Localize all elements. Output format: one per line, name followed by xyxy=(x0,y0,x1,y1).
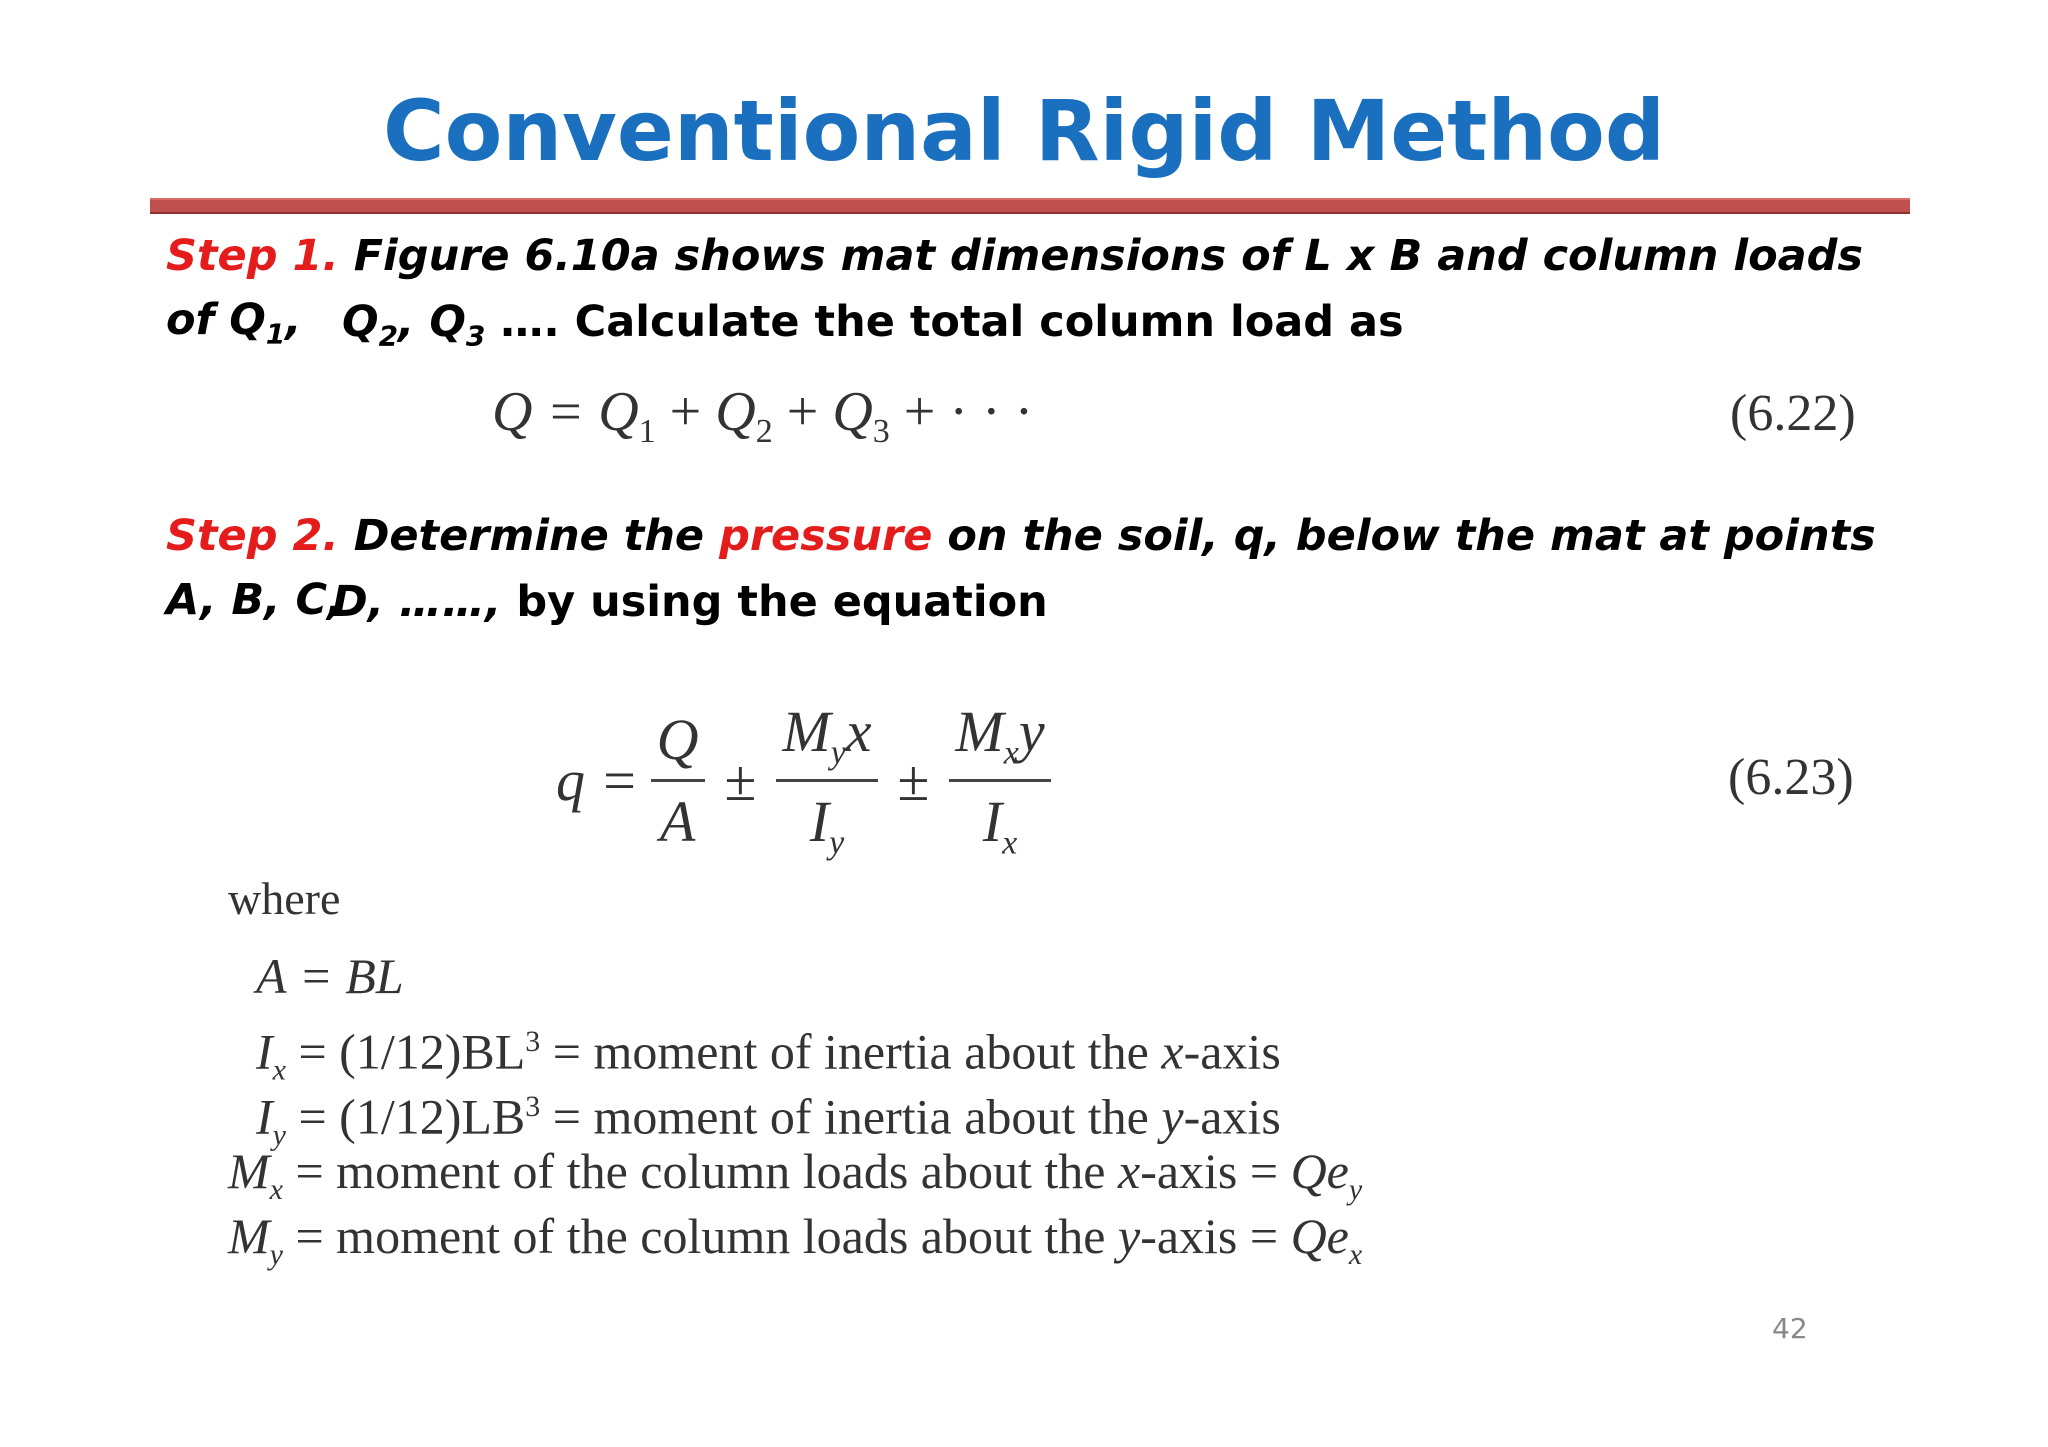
eq622-q3: Q xyxy=(832,381,873,443)
step2-line2-italic: D, ……, xyxy=(332,577,502,627)
def4-axis: y xyxy=(1117,1208,1141,1264)
eq623-f3-msub: x xyxy=(1003,734,1019,772)
def4-tail: Qe xyxy=(1290,1208,1349,1264)
equation-6-22 xyxy=(492,380,1033,451)
def-row-iy xyxy=(228,1074,1362,1152)
eq622-tail: + · · · xyxy=(903,381,1034,443)
step1-q2-sub: 2 xyxy=(378,319,399,353)
step1-q2: Q xyxy=(342,297,379,347)
eq623-f3-m: M xyxy=(955,698,1004,764)
eq623-pm2: ± xyxy=(897,747,930,813)
def3-axis: x xyxy=(1117,1143,1141,1199)
step2-line2 xyxy=(332,570,1892,634)
def4-tail-sub: x xyxy=(1348,1238,1363,1271)
def3-tail-sub: y xyxy=(1348,1173,1363,1206)
eq623-f3-i: I xyxy=(982,788,1003,854)
def3-rhs: = moment of the column loads about the xyxy=(295,1143,1118,1199)
def3-tail: Qe xyxy=(1290,1143,1349,1199)
eq623-f1-den: A xyxy=(659,788,696,854)
eq623-f2-num xyxy=(776,698,877,782)
eq622-q2: Q xyxy=(715,381,756,443)
def2-lhs-sub: y xyxy=(272,1118,286,1152)
def2-desc: = moment of inertia about the xyxy=(540,1088,1162,1145)
def-row-my xyxy=(228,1204,1362,1269)
def3-lhs-sub: x xyxy=(269,1173,283,1206)
def4-desc-post: -axis = xyxy=(1140,1208,1291,1264)
step2-post: on the soil, q, below the mat at points A, B, C, xyxy=(166,511,1876,625)
step1-rest: …. Calculate the total column load as xyxy=(485,297,1404,347)
eq623-fraction-1 xyxy=(651,706,705,855)
step2-pre: Determine the xyxy=(353,511,720,561)
eq622-plus1: + xyxy=(669,381,716,443)
eq622-expr: Q = Q xyxy=(492,381,639,443)
eq623-f3-isub: x xyxy=(1002,824,1018,862)
step1-q1-sub: 1 xyxy=(265,317,286,351)
eq622-s2: 2 xyxy=(755,413,773,451)
def2-sup: 3 xyxy=(525,1090,541,1123)
eq622-s1: 1 xyxy=(638,413,656,451)
where-label: where xyxy=(228,873,341,924)
eq623-fraction-3 xyxy=(949,698,1050,862)
step1-comma: , xyxy=(285,295,302,345)
def1-desc: = moment of inertia about the xyxy=(540,1023,1162,1080)
equation-number-6-23: (6.23) xyxy=(1728,749,1854,806)
eq623-f2-i: I xyxy=(809,788,830,854)
def1-sup: 3 xyxy=(525,1025,541,1058)
def2-desc-post: -axis xyxy=(1183,1088,1281,1145)
definitions-list xyxy=(228,944,1362,1269)
eq623-f2-isub: y xyxy=(829,824,845,862)
equation-6-23 xyxy=(556,690,1063,870)
eq623-f3-var: y xyxy=(1018,698,1045,764)
eq622-s3: 3 xyxy=(872,413,890,451)
eq623-fraction-2 xyxy=(776,698,877,862)
step1-line2 xyxy=(342,290,1902,369)
eq623-pm1: ± xyxy=(724,747,757,813)
eq623-f3-den xyxy=(977,782,1023,863)
def2-axis: y xyxy=(1161,1088,1184,1145)
def4-rhs: = moment of the column loads about the xyxy=(295,1208,1118,1264)
step2-tag: Step 2. xyxy=(166,511,339,561)
def4-lhs-sub: y xyxy=(269,1238,283,1271)
def1-axis: x xyxy=(1161,1023,1184,1080)
step1-tag: Step 1. xyxy=(166,231,339,281)
slide-title: Conventional Rigid Method xyxy=(383,82,1665,180)
eq623-f1-num: Q xyxy=(651,706,705,782)
def4-lhs: M xyxy=(228,1208,270,1264)
def1-rhs: = (1/12)BL xyxy=(298,1023,526,1080)
eq623-lhs: q = xyxy=(556,747,639,813)
def-row-ix xyxy=(228,1009,1362,1087)
def-row-area xyxy=(228,944,1362,1009)
eq623-f2-den xyxy=(804,782,850,863)
def-row-mx xyxy=(228,1139,1362,1204)
page-number: 42 xyxy=(1772,1312,1808,1345)
step1-q3: Q xyxy=(429,297,466,347)
def1-desc-post: -axis xyxy=(1183,1023,1281,1080)
def0-rhs: = BL xyxy=(299,948,404,1004)
title-divider xyxy=(150,198,1910,214)
def2-rhs: = (1/12)LB xyxy=(298,1088,526,1145)
step2-line2-rest: by using the equation xyxy=(501,577,1048,627)
step1-comma2: , xyxy=(398,297,430,347)
def3-lhs: M xyxy=(228,1143,270,1199)
step2-highlight: pressure xyxy=(719,511,933,561)
def1-lhs: I xyxy=(256,1023,273,1080)
eq623-f2-var: x xyxy=(845,698,872,764)
step1-q3-sub: 3 xyxy=(465,319,486,353)
eq623-f2-msub: y xyxy=(830,734,846,772)
def0-lhs: A xyxy=(256,948,287,1004)
equation-number-6-22: (6.22) xyxy=(1730,385,1856,442)
eq623-f3-num xyxy=(949,698,1050,782)
step1-text: Figure 6.10a shows mat dimensions of L x B and column loads of Q xyxy=(166,231,1864,345)
def3-desc-post: -axis = xyxy=(1140,1143,1291,1199)
def2-lhs: I xyxy=(256,1088,273,1145)
eq623-f2-m: M xyxy=(782,698,831,764)
def1-lhs-sub: x xyxy=(272,1053,286,1087)
eq622-plus2: + xyxy=(786,381,833,443)
